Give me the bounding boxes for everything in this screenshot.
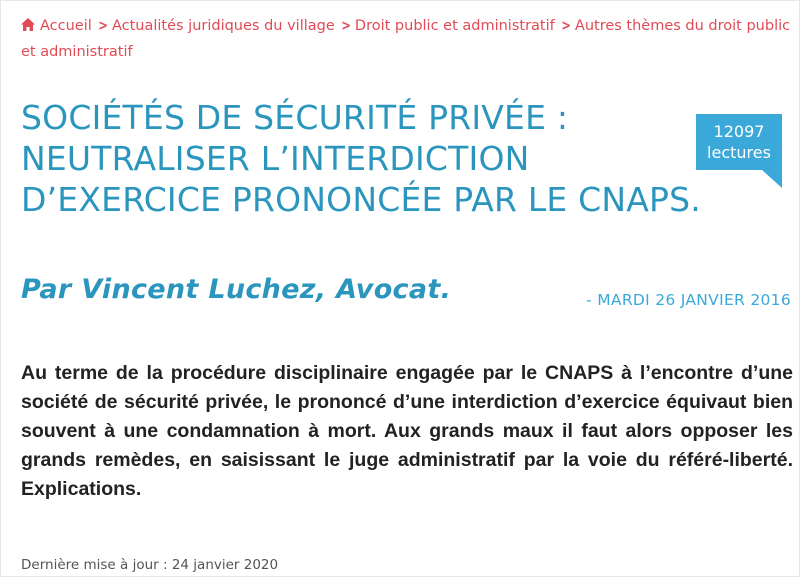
breadcrumb <box>21 13 796 65</box>
reads-count-badge <box>696 114 782 170</box>
article-date: - MARDI 26 JANVIER 2016 <box>586 291 791 309</box>
article-author: Par Vincent Luchez, Avocat. <box>21 274 452 305</box>
speech-bubble-tail <box>762 170 782 188</box>
breadcrumb-other-themes-link[interactable]: Autres thèmes du droit public et administratif <box>21 18 791 60</box>
last-updated: Dernière mise à jour : 24 janvier 2020 <box>21 557 279 573</box>
breadcrumb-village-news-link[interactable]: Actualités juridiques du village <box>111 18 335 34</box>
breadcrumb-home-link[interactable]: Accueil <box>40 18 92 34</box>
chevron-right-icon: > <box>560 18 571 34</box>
article-abstract: Au terme de la procédure disciplinaire engagée par le CNAPS à l’encontre d’une société de sécurité privée, le prononcé d’une interdiction d’exercice équivaut bien souvent à une condamnation à mort. Aux grands maux il faut alors opposer les grands remèdes, en saisissant le juge administratif par la voie du référé-liberté. Explications. <box>21 362 793 500</box>
home-icon[interactable] <box>21 18 35 31</box>
chevron-right-icon: > <box>97 18 108 34</box>
breadcrumb-public-law-link[interactable]: Droit public et administratif <box>354 18 555 34</box>
chevron-right-icon: > <box>340 18 351 34</box>
article-title: SOCIÉTÉS DE SÉCURITÉ PRIVÉE : NEUTRALISER L’INTERDICTION D’EXERCICE PRONONCÉE PAR LE CNAPS. <box>21 98 701 219</box>
reads-count: 12097 <box>713 122 765 141</box>
reads-label: lectures <box>707 143 771 162</box>
